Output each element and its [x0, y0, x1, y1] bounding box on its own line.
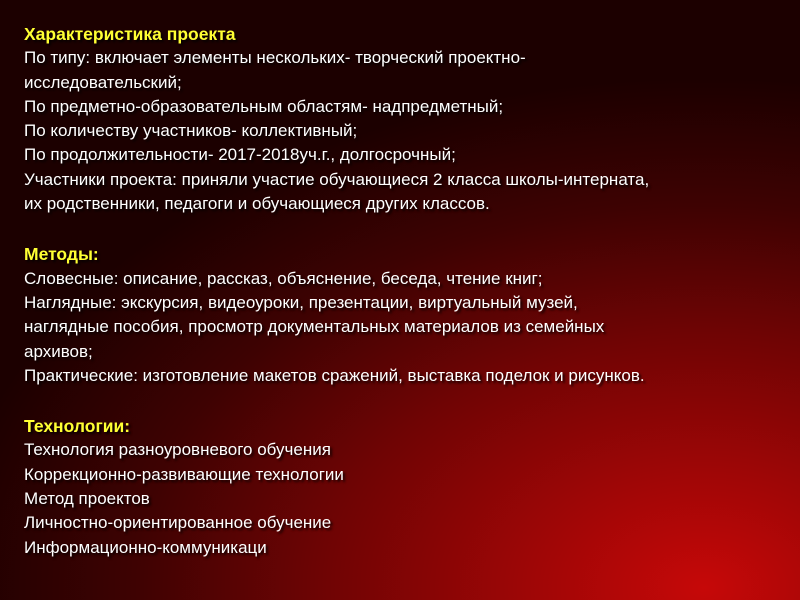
- technologies-line-person-oriented: Личностно-ориентированное обучение: [24, 513, 332, 533]
- characteristics-line-type-cont: исследовательский;: [24, 72, 182, 92]
- section-characteristics: [24, 22, 764, 216]
- technologies-line-project-method: Метод проектов: [24, 489, 150, 509]
- technologies-line-ict: Информационно-коммуникаци: [24, 537, 267, 557]
- section-methods: [24, 242, 764, 388]
- slide-content: [24, 22, 764, 560]
- methods-line-practical: Практические: изготовление макетов сражений, выставка поделок и рисунков.: [24, 365, 645, 385]
- characteristics-line-participants-cont: их родственники, педагоги и обучающиеся других классов.: [24, 194, 490, 214]
- characteristics-line-subject: По предметно-образовательным областям- надпредметный;: [24, 96, 504, 116]
- heading-technologies: Технологии:: [24, 416, 131, 437]
- methods-line-visual: Наглядные: экскурсия, видеоуроки, презентации, виртуальный музей,: [24, 292, 578, 312]
- heading-methods: Методы:: [24, 244, 99, 265]
- technologies-line-correctional: Коррекционно-развивающие технологии: [24, 464, 344, 484]
- methods-line-verbal: Словесные: описание, рассказ, объяснение, беседа, чтение книг;: [24, 268, 543, 288]
- section-spacer: [24, 216, 764, 242]
- characteristics-line-type: По типу: включает элементы нескольких- творческий проектно-: [24, 48, 526, 68]
- characteristics-line-participants-count: По количеству участников- коллективный;: [24, 121, 358, 141]
- methods-line-visual-cont: наглядные пособия, просмотр документальных материалов из семейных: [24, 317, 605, 337]
- characteristics-line-duration: По продолжительности- 2017-2018уч.г., долгосрочный;: [24, 145, 456, 165]
- characteristics-line-participants: Участники проекта: приняли участие обучающиеся 2 класса школы-интерната,: [24, 169, 650, 189]
- technologies-line-multilevel: Технология разноуровневого обучения: [24, 440, 331, 460]
- section-spacer: [24, 388, 764, 414]
- section-technologies: [24, 414, 764, 560]
- methods-line-visual-cont-2: архивов;: [24, 341, 93, 361]
- heading-characteristics: Характеристика проекта: [24, 24, 236, 44]
